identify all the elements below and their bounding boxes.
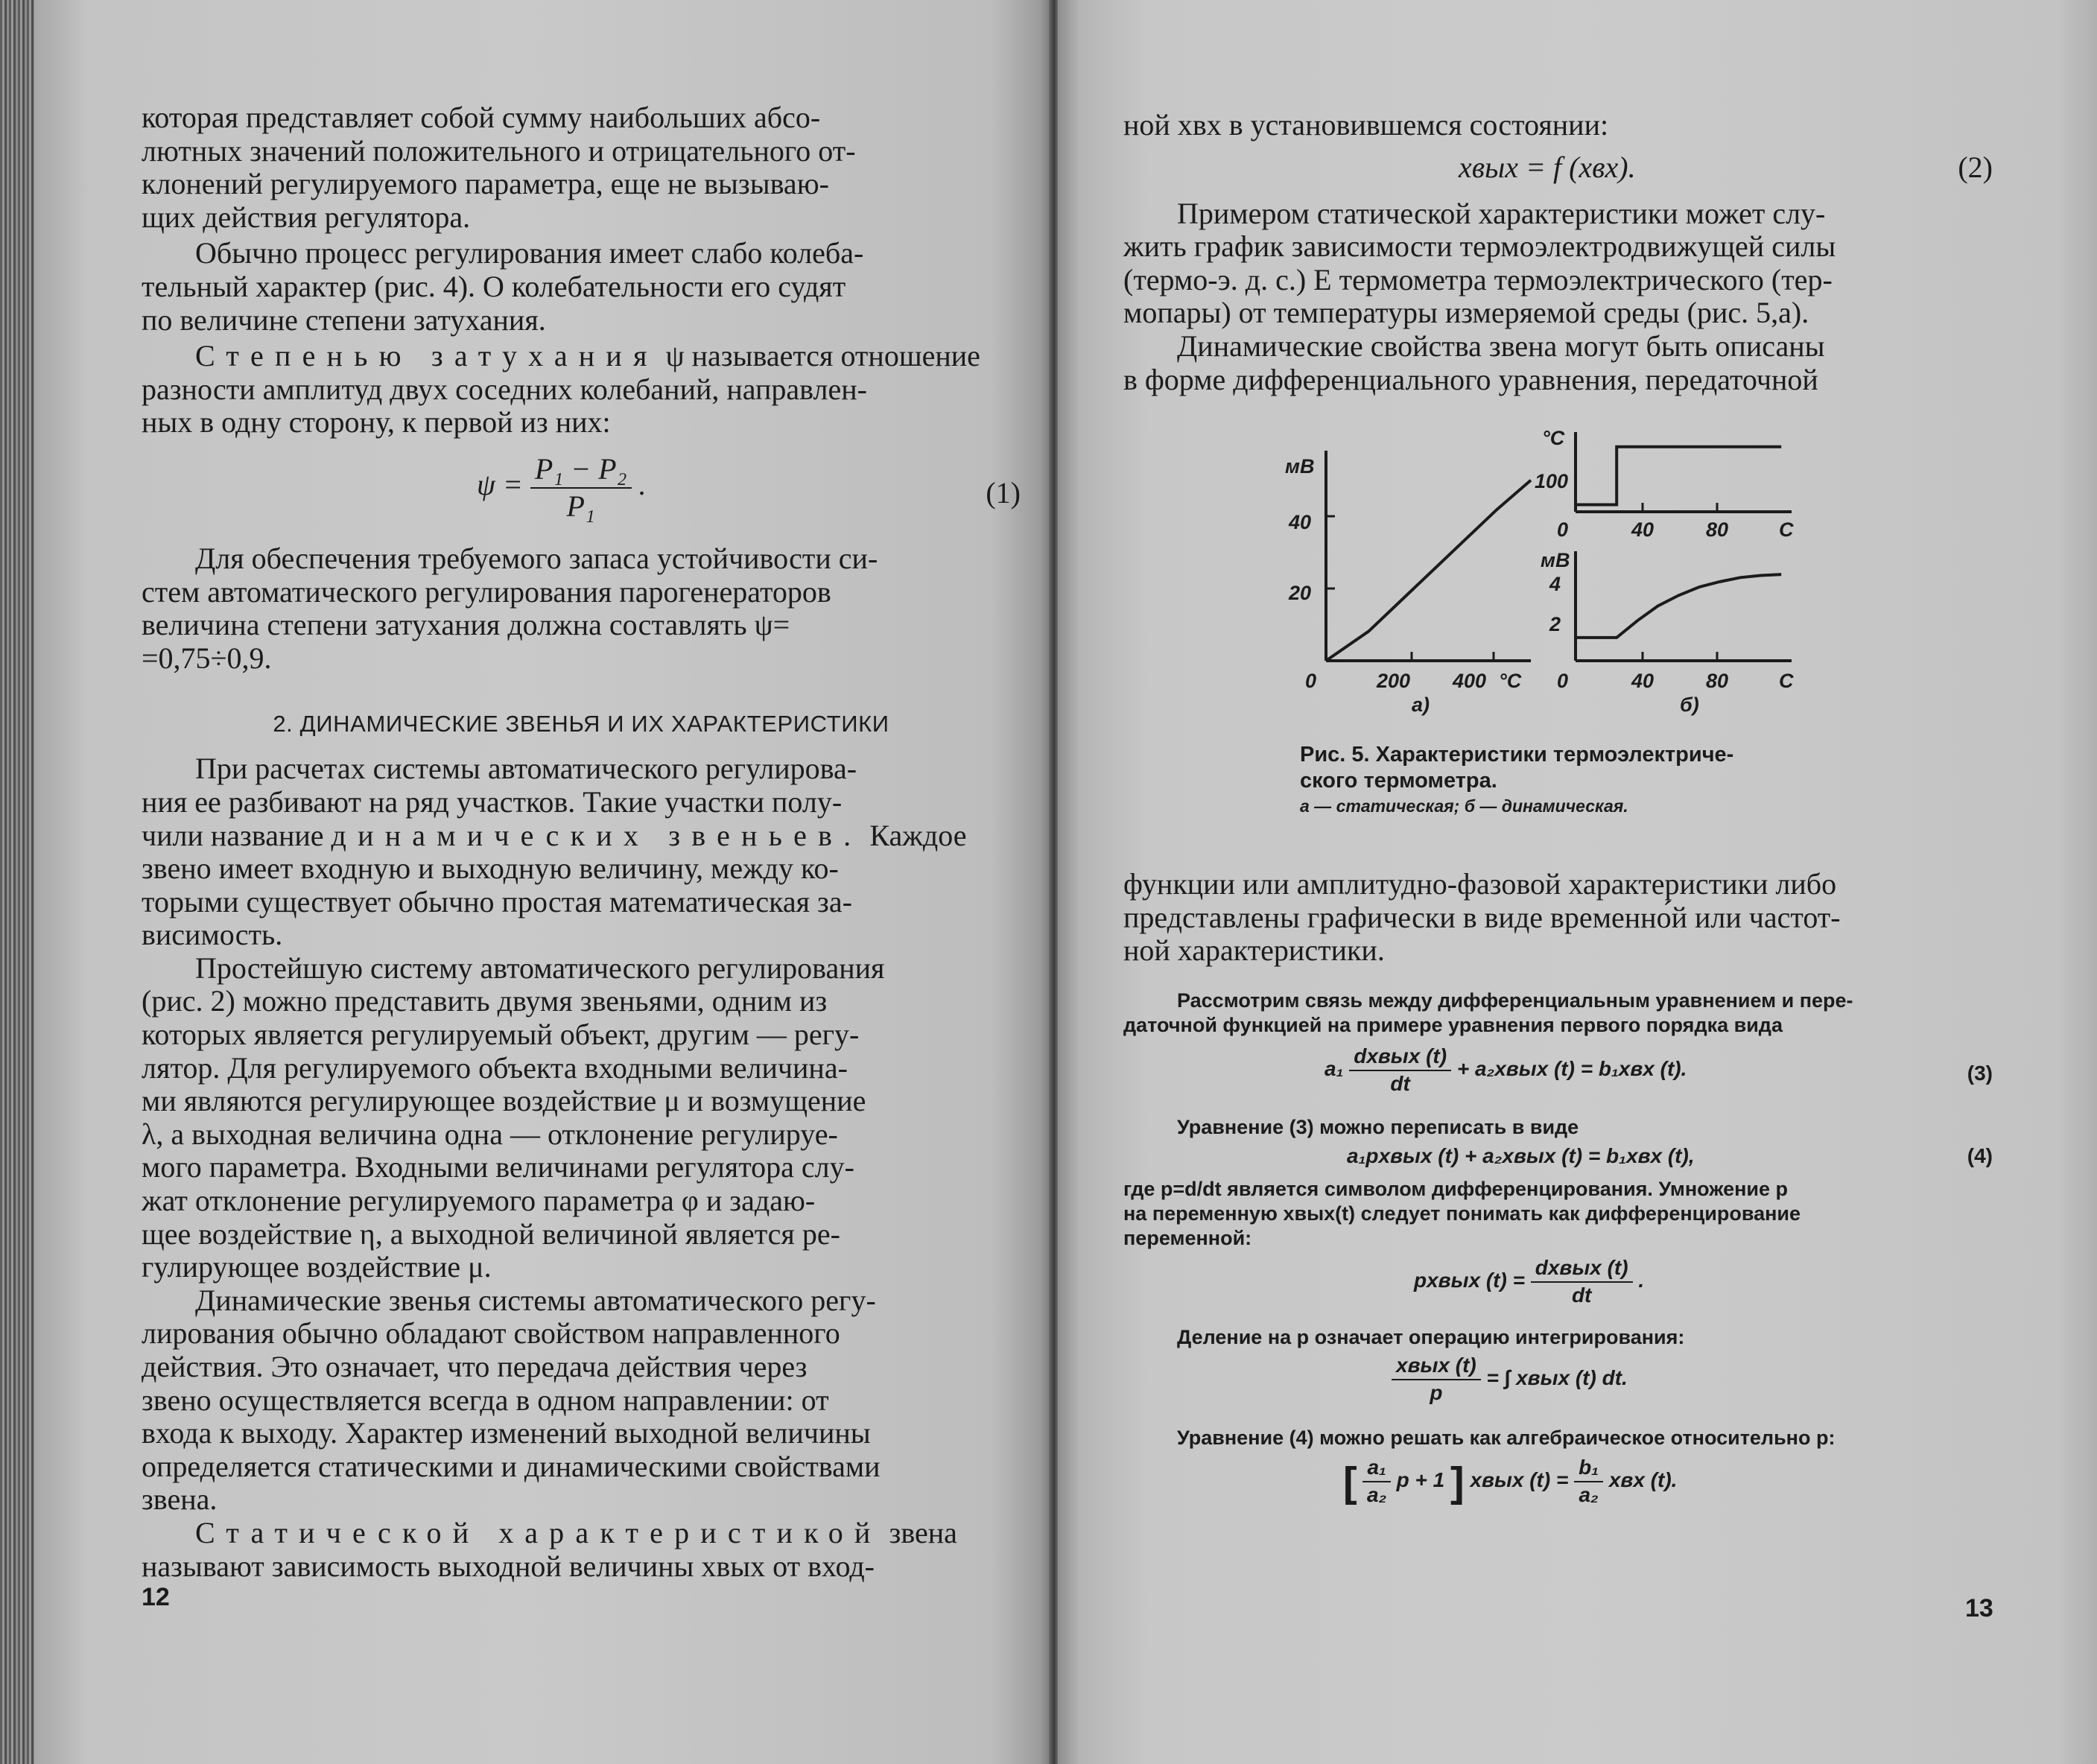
panel-label: б) — [1680, 694, 1699, 716]
formula-5: [ $\frac{\text{a₁}}{\text{a₂}}$ p + 1 ] xвых (t) = $\frac{\text{b₁}}{\text{a₂}}$ xвх (t). — [1343, 1455, 1678, 1506]
caption-legend: а — статическая; б — динамическая. — [1300, 796, 1628, 816]
x-tick-label: 40 — [1631, 670, 1655, 692]
formula-derivative — [1123, 1257, 1993, 1325]
line: висимость. — [142, 918, 283, 952]
line: стем автоматического регулирования парогенераторов — [142, 574, 831, 609]
formula-denominator: a₂ — [1579, 1482, 1599, 1506]
formula-numerator: dxвых (t) — [1349, 1045, 1451, 1071]
x-tick-label: 200 — [1377, 670, 1411, 692]
line: в форме дифференциального уравнения, передаточной — [1123, 362, 1818, 396]
formula-integral — [1123, 1354, 1993, 1426]
line: клонений регулируемого параметра, еще не вызываю- — [142, 167, 829, 201]
static-curve — [1326, 480, 1531, 661]
paragraph-directed-action — [142, 1284, 1021, 1517]
line: представлены графически в виде временно́й или частот- — [1123, 900, 1841, 934]
line: Для обеспечения требуемого запаса устойчивости си- — [195, 541, 878, 575]
line: λ, а выходная величина одна — отклонение регулируе- — [142, 1117, 838, 1151]
x-tick-label: 80 — [1706, 518, 1729, 541]
paragraph-damping — [142, 340, 1021, 440]
formula-denominator: a₂ — [1367, 1482, 1387, 1506]
x-tick-label: 80 — [1706, 670, 1729, 692]
line: лютных значений положительного и отрицательного от- — [142, 133, 856, 168]
line: функции или амплитудно-фазовой характеристики либо — [1123, 867, 1837, 901]
line: определяется статическими и динамическими свойствами — [142, 1449, 881, 1483]
line: тельный характер (рис. 4). О колебательности его судят — [142, 269, 846, 303]
line-part: звена — [881, 1515, 957, 1549]
line: =0,75÷0,9. — [142, 641, 272, 675]
line: гулирующее воздействие μ. — [142, 1250, 492, 1284]
origin-label: 0 — [1557, 670, 1569, 692]
formula-numerator: P₁ − P₂ — [530, 453, 632, 489]
formula-fraction — [530, 453, 632, 523]
line: жить график зависимости термоэлектродвижущей силы — [1123, 229, 1836, 264]
formula-2 — [1123, 150, 1993, 197]
line: звено осуществляется всегда в одном направлении: от — [142, 1383, 829, 1417]
line: разности амплитуд двух соседних колебаний, направлен- — [142, 372, 867, 406]
paragraph-oscillation — [142, 237, 1021, 337]
spaced-term-static: Статической характеристикой — [195, 1515, 882, 1549]
paragraph-stability — [142, 542, 1021, 675]
formula-lhs: pxвых (t) = — [1414, 1268, 1525, 1292]
formula-denominator: dt — [1571, 1283, 1592, 1307]
line: ния ее разбивают на ряд участков. Такие участки полу- — [142, 784, 843, 819]
paragraph-function — [1123, 868, 1993, 968]
caption-line: Рис. 5. Характеристики термоэлектриче- — [1300, 743, 1734, 767]
formula-tail: . — [1638, 1268, 1645, 1292]
paragraph-example — [1123, 197, 1993, 330]
line: переменной: — [1123, 1226, 1252, 1249]
formula-numerator: dxвых (t) — [1531, 1257, 1633, 1283]
figure-5 — [1266, 421, 1833, 726]
small-paragraph-division: Деление на p означает операцию интегрирования: — [1177, 1325, 1685, 1348]
formula-lhs: ψ = — [477, 468, 523, 502]
step-input-curve — [1576, 447, 1781, 505]
x-unit: °C — [1499, 670, 1522, 692]
origin-label: 0 — [1557, 518, 1569, 541]
right-text-column — [1123, 109, 1993, 396]
formula-tail: . — [638, 468, 647, 502]
line: на переменную xвых(t) следует понимать как дифференцирование — [1123, 1202, 1801, 1225]
formula-part: xвых (t) = — [1470, 1468, 1569, 1491]
y-unit: мВ — [1285, 455, 1315, 478]
panel-label: а) — [1412, 694, 1430, 716]
line: (термо-э. д. с.) E термометра термоэлектрического (тер- — [1123, 262, 1833, 296]
paragraph-static-characteristic — [142, 1517, 1021, 1583]
origin-label: 0 — [1305, 670, 1317, 692]
small-paragraph-where — [1123, 1177, 1993, 1251]
binding-edge — [0, 0, 34, 1764]
paragraph-dynamic-properties — [1123, 330, 1993, 396]
formula-rest: = ∫ xвых (t) dt. — [1486, 1365, 1628, 1389]
line: называют зависимость выходной величины xвых от вход- — [142, 1549, 875, 1583]
formula-fraction — [1392, 1354, 1481, 1405]
y-tick-label: 4 — [1549, 573, 1561, 595]
formula-fraction — [1531, 1257, 1633, 1307]
line: по величине степени затухания. — [142, 302, 546, 337]
line: Простейшую систему автоматического регулирования — [195, 951, 885, 985]
x-tick-label: 40 — [1631, 518, 1655, 541]
caption-line: ского термометра. — [1300, 769, 1497, 793]
line: лятор. Для регулируемого объекта входными величина- — [142, 1050, 848, 1085]
line: звено имеет входную и выходную величину, между ко- — [142, 851, 839, 886]
line-top: ной xвх в установившемся состоянии: — [1123, 108, 1609, 142]
page-number-left: 12 — [142, 1583, 170, 1611]
formula-fraction — [1349, 1045, 1451, 1096]
dynamic-response-curve — [1576, 574, 1781, 638]
line: ной характеристики. — [1123, 933, 1385, 968]
line: Рассмотрим связь между дифференциальным уравнением и пере- — [1177, 989, 1853, 1012]
formula-denominator: P₁ — [566, 489, 595, 523]
line: Динамические свойства звена могут быть описаны — [1177, 329, 1825, 363]
line: входа к выходу. Характер изменений выходной величины — [142, 1416, 871, 1450]
panel-b-input — [1535, 427, 1794, 541]
y-tick-label: 100 — [1535, 470, 1569, 492]
line: Примером статической характеристики может слу- — [1177, 196, 1826, 230]
formula-3 — [1123, 1045, 1993, 1109]
line: звена. — [142, 1482, 218, 1517]
line: Динамические звенья системы автоматического регу- — [195, 1283, 876, 1317]
line: При расчетах системы автоматического регулирова- — [195, 752, 857, 786]
line: действия. Это означает, что передача действия через — [142, 1350, 808, 1383]
line: лирования обычно обладают свойством направленного — [142, 1316, 840, 1351]
line: даточной функцией на примере уравнения первого порядка вида — [1123, 1013, 1783, 1036]
small-paragraph-consider — [1123, 989, 1993, 1038]
y-tick-label: 40 — [1289, 511, 1312, 533]
line: где p=d/dt является символом дифференцирования. Умножение p — [1123, 1177, 1789, 1200]
formula-fraction — [1362, 1456, 1390, 1507]
line: ψ называется отношение — [658, 339, 980, 373]
paragraph-definition — [142, 101, 1021, 234]
formula-part: p + 1 — [1396, 1468, 1445, 1491]
formula-numerator: a₁ — [1362, 1456, 1390, 1482]
figure-caption — [1300, 742, 1821, 818]
line: мопары) от температуры измеряемой среды (рис. 5,а). — [1123, 296, 1809, 330]
line: щих действия регулятора. — [142, 200, 471, 234]
line-part: Каждое — [862, 818, 967, 852]
formula-fraction — [1574, 1456, 1603, 1507]
formula-denominator: dt — [1390, 1071, 1410, 1095]
equation-number: (3) — [1967, 1061, 1993, 1085]
formula-1 — [142, 453, 1021, 535]
spaced-term-dynamic-links: динамических звеньев. — [331, 818, 863, 852]
small-paragraph-rewrite: Уравнение (3) можно переписать в виде — [1177, 1115, 1579, 1138]
y-tick-label: 2 — [1549, 613, 1561, 635]
y-tick-label: 20 — [1289, 582, 1312, 604]
left-text-column — [142, 101, 1021, 1583]
formula-numerator: xвых (t) — [1392, 1354, 1481, 1380]
y-unit: °C — [1542, 427, 1565, 449]
panel-a — [1285, 451, 1531, 716]
line: жат отклонение регулируемого параметра φ и задаю- — [142, 1184, 816, 1218]
section-heading: 2. ДИНАМИЧЕСКИЕ ЗВЕНЬЯ И ИХ ХАРАКТЕРИСТИКИ — [273, 711, 889, 737]
line: ми являются регулирующее воздействие μ и возмущение — [142, 1084, 866, 1118]
formula-4-expression: a₁pxвых (t) + a₂xвых (t) = b₁xвх (t), — [1347, 1143, 1695, 1167]
formula-numerator: b₁ — [1574, 1456, 1603, 1482]
equation-number: (1) — [986, 475, 1021, 510]
y-unit: мВ — [1541, 549, 1570, 571]
x-tick-label: 400 — [1453, 670, 1487, 692]
line: Обычно процесс регулирования имеет слабо колеба- — [195, 236, 864, 270]
formula-rest: + a₂xвых (t) = b₁xвх (t). — [1456, 1056, 1687, 1080]
coefficient: a₁ — [1324, 1056, 1344, 1080]
line-part: чили название — [142, 818, 331, 852]
line: ных в одну сторону, к первой из них: — [142, 405, 611, 440]
paragraph-calculation — [142, 752, 1021, 952]
formula-denominator: p — [1430, 1380, 1443, 1404]
line: которая представляет собой сумму наибольших абсо- — [142, 101, 821, 134]
x-unit: С — [1779, 670, 1794, 692]
line: щее воздействие η, а выходной величиной является ре- — [142, 1216, 840, 1251]
line: (рис. 2) можно представить двумя звеньями, одним из — [142, 984, 828, 1018]
page-number-right: 13 — [1965, 1594, 1993, 1622]
right-lower-column — [1123, 868, 1993, 1531]
line: величина степени затухания должна составлять ψ= — [142, 608, 790, 642]
formula-tail: xвх (t). — [1608, 1468, 1678, 1491]
line: мого параметра. Входными величинами регулятора слу- — [142, 1150, 854, 1184]
line: которых является регулируемый объект, другим — регу- — [142, 1018, 860, 1052]
paragraph-simple-system — [142, 952, 1021, 1284]
line: торыми существует обычно простая математическая за- — [142, 884, 852, 919]
equation-number: (4) — [1967, 1143, 1993, 1167]
formula-4 — [1123, 1144, 1993, 1177]
formula-2-expression: xвых = f (xвх). — [1459, 150, 1636, 184]
x-unit: С — [1779, 518, 1794, 541]
panel-b-output — [1541, 549, 1794, 716]
spaced-term-damping: Степенью затухания — [195, 339, 659, 373]
small-paragraph-algebraic: Уравнение (4) можно решать как алгебраическое относительно p: — [1177, 1426, 1836, 1449]
equation-number: (2) — [1958, 150, 1993, 184]
